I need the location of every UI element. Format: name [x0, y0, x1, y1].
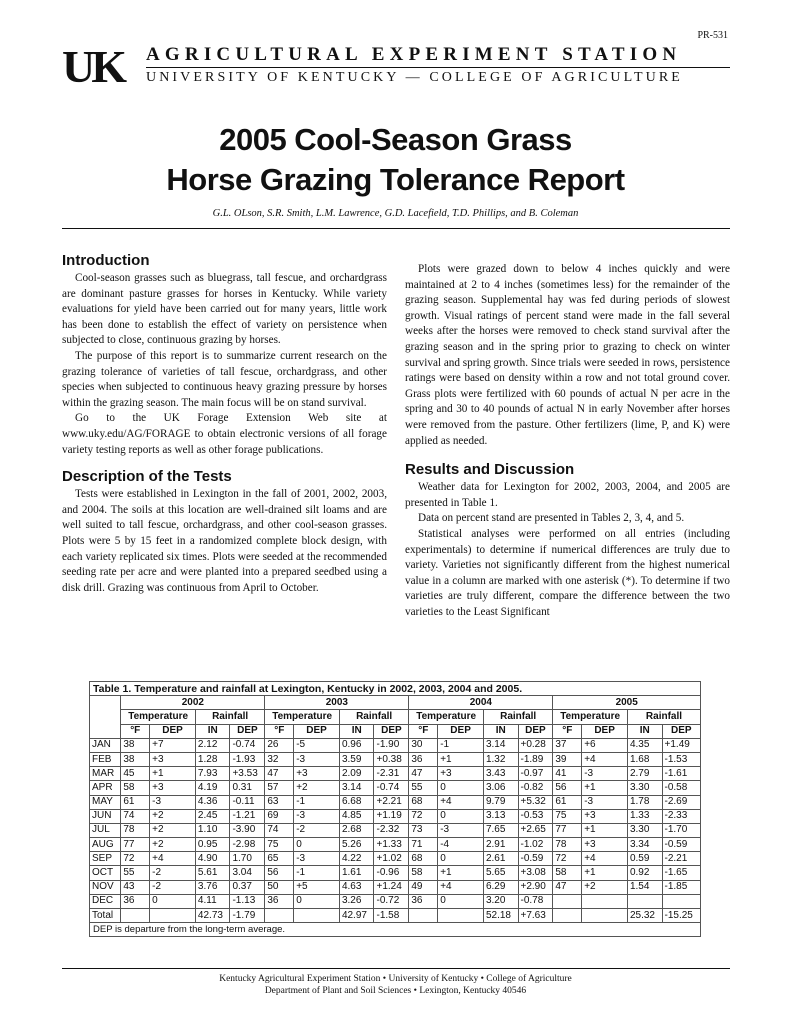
table-cell: 78 — [553, 838, 582, 852]
table-cell: 30 — [409, 738, 438, 752]
table-cell: 36 — [409, 894, 438, 908]
intro-paragraph-2: The purpose of this report is to summarize current research on the grazing tolerance of varieties of tall fescue, orchardgrass, and other species when subjected to continuous heavy grazing pressure by horses within the grazing season. The main focus will be on stand survival. — [62, 349, 387, 409]
table-cell: 69 — [265, 809, 294, 823]
table-row — [90, 852, 701, 866]
table-cell: 3.26 — [339, 894, 374, 908]
table-cell: -3 — [294, 752, 340, 766]
row-label: FEB — [90, 752, 121, 766]
table-cell: 32 — [265, 752, 294, 766]
table-cell: +5 — [294, 880, 340, 894]
table-cell: 71 — [409, 838, 438, 852]
table-row — [90, 781, 701, 795]
table-cell: 0 — [438, 894, 484, 908]
table-cell: +2.90 — [518, 880, 553, 894]
table-cell: -2.69 — [662, 795, 700, 809]
table-cell — [582, 894, 628, 908]
table-cell: +2 — [582, 880, 628, 894]
table-cell: 52.18 — [483, 909, 518, 923]
year-header: 2004 — [409, 696, 553, 710]
row-label: DEC — [90, 894, 121, 908]
table-cell: -15.25 — [662, 909, 700, 923]
table-cell: 0.95 — [195, 838, 230, 852]
column-subheader: DEP — [294, 724, 340, 738]
table-cell: -0.74 — [230, 738, 265, 752]
temperature-group-header: Temperature — [121, 710, 196, 724]
column-subheader: IN — [627, 724, 662, 738]
left-column — [62, 252, 387, 596]
table-cell: +4 — [582, 852, 628, 866]
table-cell: 3.59 — [339, 752, 374, 766]
table-cell: -3.90 — [230, 823, 265, 837]
table-cell: -3 — [294, 809, 340, 823]
table-cell — [409, 909, 438, 923]
table-cell: +0.28 — [518, 738, 553, 752]
table-cell: -0.78 — [518, 894, 553, 908]
temperature-group-header: Temperature — [265, 710, 340, 724]
table-cell: 4.11 — [195, 894, 230, 908]
table-cell: 37 — [553, 738, 582, 752]
table-cell: 75 — [553, 809, 582, 823]
table-cell: +2 — [294, 781, 340, 795]
table-cell: 3.14 — [339, 781, 374, 795]
table-cell: +3 — [294, 767, 340, 781]
table-cell: -1 — [294, 795, 340, 809]
table-cell: +3 — [150, 752, 196, 766]
table-cell: +1 — [582, 781, 628, 795]
table-cell: 2.79 — [627, 767, 662, 781]
table-cell: 55 — [121, 866, 150, 880]
table-cell: -0.96 — [374, 866, 409, 880]
row-label: SEP — [90, 852, 121, 866]
table-cell: 4.35 — [627, 738, 662, 752]
column-subheader: DEP — [518, 724, 553, 738]
year-header: 2005 — [553, 696, 701, 710]
table-cell: +5.32 — [518, 795, 553, 809]
table-cell: +3 — [438, 767, 484, 781]
university-name: UNIVERSITY OF KENTUCKY — COLLEGE OF AGRICULTURE — [146, 70, 683, 85]
rainfall-group-header: Rainfall — [339, 710, 408, 724]
rainfall-group-header: Rainfall — [483, 710, 552, 724]
table-cell — [582, 909, 628, 923]
table-cell: +0.38 — [374, 752, 409, 766]
table-cell: 5.65 — [483, 866, 518, 880]
table-cell: 42.97 — [339, 909, 374, 923]
table-row — [90, 767, 701, 781]
table-cell: +7.63 — [518, 909, 553, 923]
table-cell: 6.29 — [483, 880, 518, 894]
table-cell: -2 — [150, 880, 196, 894]
table-cell — [438, 909, 484, 923]
title-divider — [62, 228, 730, 229]
year-header: 2003 — [265, 696, 409, 710]
table-cell: -2.33 — [662, 809, 700, 823]
table-row — [90, 809, 701, 823]
table-cell: 36 — [409, 752, 438, 766]
intro-paragraph-3: Go to the UK Forage Extension Web site at www.uky.edu/AG/FORAGE to obtain electronic versions of all forage variety testing reports as well as other forage publications. — [62, 412, 387, 456]
table-cell: +1.19 — [374, 809, 409, 823]
table-cell: +6 — [582, 738, 628, 752]
table-row — [90, 838, 701, 852]
table-cell: -5 — [294, 738, 340, 752]
table-cell: 2.12 — [195, 738, 230, 752]
table-cell: 38 — [121, 738, 150, 752]
column-subheader: DEP — [374, 724, 409, 738]
table-cell: 36 — [121, 894, 150, 908]
table-cell: -0.53 — [518, 809, 553, 823]
table-cell — [553, 894, 582, 908]
table-cell: 36 — [265, 894, 294, 908]
table-cell: 1.10 — [195, 823, 230, 837]
table-cell: 72 — [553, 852, 582, 866]
results-paragraph-2: Data on percent stand are presented in Tables 2, 3, 4, and 5. — [418, 512, 685, 525]
table-row — [90, 752, 701, 766]
table-cell: 65 — [265, 852, 294, 866]
table-cell — [662, 894, 700, 908]
table-cell: +4 — [438, 795, 484, 809]
column-subheader: DEP — [230, 724, 265, 738]
table-cell: -2.32 — [374, 823, 409, 837]
table-cell: 5.61 — [195, 866, 230, 880]
table-cell: -0.59 — [662, 838, 700, 852]
table-cell: 47 — [553, 880, 582, 894]
table-cell: 4.19 — [195, 781, 230, 795]
table-cell: 3.20 — [483, 894, 518, 908]
table-cell: 47 — [265, 767, 294, 781]
table-cell: +1 — [582, 866, 628, 880]
rainfall-group-header: Rainfall — [195, 710, 264, 724]
table-cell: -1 — [294, 866, 340, 880]
year-header: 2002 — [121, 696, 265, 710]
row-label: Total — [90, 909, 121, 923]
table-cell: 3.14 — [483, 738, 518, 752]
table-row — [90, 823, 701, 837]
table-cell: 6.68 — [339, 795, 374, 809]
table-note: DEP is departure from the long-term average. — [90, 923, 701, 937]
table-cell: 2.68 — [339, 823, 374, 837]
table-cell: -3 — [150, 795, 196, 809]
table-cell: 58 — [121, 781, 150, 795]
table-cell: +3 — [582, 838, 628, 852]
table-cell: +3 — [150, 781, 196, 795]
table-cell: 45 — [121, 767, 150, 781]
table-cell: 49 — [409, 880, 438, 894]
table-cell — [121, 909, 150, 923]
table-cell: -0.74 — [374, 781, 409, 795]
table-cell: 56 — [265, 866, 294, 880]
table-cell: 0.96 — [339, 738, 374, 752]
row-label: NOV — [90, 880, 121, 894]
table-cell: 3.43 — [483, 767, 518, 781]
table-cell: 2.91 — [483, 838, 518, 852]
row-label: MAY — [90, 795, 121, 809]
table-cell — [553, 909, 582, 923]
table-cell: 1.28 — [195, 752, 230, 766]
table-cell: +2 — [150, 838, 196, 852]
table-cell: +2.65 — [518, 823, 553, 837]
table-cell: 38 — [121, 752, 150, 766]
table-cell: -0.11 — [230, 795, 265, 809]
uk-logo — [62, 41, 140, 92]
table-cell: -2.98 — [230, 838, 265, 852]
table-cell: +2 — [150, 809, 196, 823]
subheader-row — [90, 724, 701, 738]
table-body — [90, 738, 701, 922]
footer-line-1: Kentucky Agricultural Experiment Station • University of Kentucky • College of Agriculture — [219, 974, 572, 984]
report-number: PR-531 — [697, 30, 728, 41]
table-cell: 3.76 — [195, 880, 230, 894]
table-cell: 3.13 — [483, 809, 518, 823]
table-cell: +1.02 — [374, 852, 409, 866]
table-cell: -1.85 — [662, 880, 700, 894]
header-divider — [146, 67, 730, 68]
row-label: MAR — [90, 767, 121, 781]
table-cell: 58 — [553, 866, 582, 880]
column-subheader: °F — [265, 724, 294, 738]
column-subheader: DEP — [662, 724, 700, 738]
table-cell: 57 — [265, 781, 294, 795]
table-cell: 3.06 — [483, 781, 518, 795]
table-cell: 2.09 — [339, 767, 374, 781]
table-cell: -1 — [438, 738, 484, 752]
table-cell: 1.70 — [230, 852, 265, 866]
results-paragraph-3: Statistical analyses were performed on all entries (including experimentals) to determine if numerical differences are truly due to variety. Varieties not significantly different from the highest numerical value in a column are marked with one asterisk (*). To determine if two varieties are truly different, compare the difference between the two varieties to the Least Significant — [405, 527, 730, 618]
table-cell: 1.54 — [627, 880, 662, 894]
table-cell: +2.21 — [374, 795, 409, 809]
table-cell: 47 — [409, 767, 438, 781]
table-cell: -1.89 — [518, 752, 553, 766]
table-cell: +3 — [582, 809, 628, 823]
table-cell: 0.92 — [627, 866, 662, 880]
table-cell: -0.72 — [374, 894, 409, 908]
table-cell: +4 — [438, 880, 484, 894]
temperature-group-header: Temperature — [409, 710, 484, 724]
table-cell: -1.53 — [662, 752, 700, 766]
table-cell: 4.85 — [339, 809, 374, 823]
weather-table — [89, 681, 701, 937]
table-cell: -2.31 — [374, 767, 409, 781]
table-cell: 3.30 — [627, 823, 662, 837]
table-cell: 61 — [121, 795, 150, 809]
table-cell: -3 — [582, 795, 628, 809]
table-cell: 68 — [409, 852, 438, 866]
table-cell: +1 — [438, 752, 484, 766]
table-cell: 58 — [409, 866, 438, 880]
intro-paragraph-1: Cool-season grasses such as bluegrass, tall fescue, and orchardgrass are dominant pasture grasses for horses in Kentucky. While variety evaluations for yield have been carried out for many years, little work has been done to establish the effect of variety on persistence when subjected to close, continuous grazing by horses. — [62, 272, 387, 347]
table-cell: +3.53 — [230, 767, 265, 781]
table-cell: 4.90 — [195, 852, 230, 866]
row-label: JUL — [90, 823, 121, 837]
column-subheader: DEP — [150, 724, 196, 738]
results-heading: Results and Discussion — [405, 461, 575, 479]
table-cell: +2 — [150, 823, 196, 837]
intro-heading: Introduction — [62, 252, 150, 269]
column-subheader: IN — [195, 724, 230, 738]
table-cell — [150, 909, 196, 923]
footer-line-2: Department of Plant and Soil Sciences • Lexington, Kentucky 40546 — [264, 986, 527, 996]
table-cell: -2.21 — [662, 852, 700, 866]
table-cell — [627, 894, 662, 908]
table-cell: 0.37 — [230, 880, 265, 894]
column-subheader: IN — [483, 724, 518, 738]
table-cell: -1.61 — [662, 767, 700, 781]
table-cell: 77 — [121, 838, 150, 852]
table-cell: 77 — [553, 823, 582, 837]
table-cell: -2 — [150, 866, 196, 880]
table-cell: -0.82 — [518, 781, 553, 795]
table-row — [90, 866, 701, 880]
table-cell: -1.02 — [518, 838, 553, 852]
uk-logo-text: UK — [62, 41, 123, 92]
table-cell: 0 — [294, 838, 340, 852]
table-cell: -0.59 — [518, 852, 553, 866]
table-cell: 9.79 — [483, 795, 518, 809]
table-cell: 74 — [265, 823, 294, 837]
station-name: AGRICULTURAL EXPERIMENT STATION — [146, 44, 682, 65]
table-cell — [294, 909, 340, 923]
table-cell: 25.32 — [627, 909, 662, 923]
footer-divider — [62, 968, 730, 969]
row-label: JUN — [90, 809, 121, 823]
table-cell: -3 — [438, 823, 484, 837]
table-cell: 4.36 — [195, 795, 230, 809]
temperature-group-header: Temperature — [553, 710, 628, 724]
table-cell: 0 — [294, 894, 340, 908]
title-line-1: 2005 Cool-Season Grass — [219, 122, 572, 157]
right-column — [405, 262, 730, 620]
table-cell: 63 — [265, 795, 294, 809]
table-cell: 75 — [265, 838, 294, 852]
table-cell: 26 — [265, 738, 294, 752]
table-1 — [89, 681, 701, 937]
table-cell: 3.34 — [627, 838, 662, 852]
column-subheader: DEP — [438, 724, 484, 738]
table-cell: 72 — [121, 852, 150, 866]
table-cell: +1.49 — [662, 738, 700, 752]
table-cell: 0.59 — [627, 852, 662, 866]
table-cell: 78 — [121, 823, 150, 837]
table-cell: 2.45 — [195, 809, 230, 823]
table-cell: 73 — [409, 823, 438, 837]
table-cell: 2.61 — [483, 852, 518, 866]
table-cell: 4.63 — [339, 880, 374, 894]
methods-paragraph: Plots were grazed down to below 4 inches quickly and were maintained at 2 to 4 inches (sometimes less) for the remainder of the grazing season. Supplemental hay was fed during periods of slowest growth. Visual ratings of percent stand were made in the fall several weeks after the horses were removed to check stand survival after the grazing season and in the spring prior to grazing to check on winter survival and spring growth. Since trials were seeded in rows, persistence ratings were based on density within a row and not total ground cover. Grass plots were fertilized with 60 pounds of actual N per acre in the spring and 30 to 40 pounds of actual N in early November after horses were removed from the pasture. Other fertilizers (lime, P, and K) were applied as needed. — [405, 263, 730, 447]
table-cell: -1.65 — [662, 866, 700, 880]
rainfall-group-header: Rainfall — [627, 710, 700, 724]
table-cell: -0.58 — [662, 781, 700, 795]
table-caption: Table 1. Temperature and rainfall at Lexington, Kentucky in 2002, 2003, 2004 and 2005. — [90, 682, 701, 696]
report-title — [60, 120, 731, 200]
table-cell: 4.22 — [339, 852, 374, 866]
table-cell: 72 — [409, 809, 438, 823]
table-row — [90, 795, 701, 809]
table-cell: 43 — [121, 880, 150, 894]
table-cell: -2 — [294, 823, 340, 837]
row-label: OCT — [90, 866, 121, 880]
column-subheader: DEP — [582, 724, 628, 738]
table-cell: 1.33 — [627, 809, 662, 823]
table-cell: 0 — [438, 781, 484, 795]
table-cell: 1.68 — [627, 752, 662, 766]
table-cell: -1.90 — [374, 738, 409, 752]
authors: G.L. OLson, S.R. Smith, L.M. Lawrence, G.D. Lacefield, T.D. Phillips, and B. Coleman — [212, 208, 579, 219]
table-cell: -1.13 — [230, 894, 265, 908]
table-cell: 0 — [438, 852, 484, 866]
title-line-2: Horse Grazing Tolerance Report — [166, 162, 625, 197]
tests-paragraph-1: Tests were established in Lexington in the fall of 2001, 2002, 2003, and 2004. The soils at this location are well-drained silt loams and are well suited to tall fescue, orchardgrass, and other cool-season grasses. Plots were 5 by 15 feet in a randomized complete block design, with each variety replicated six times. Plots were seeded at the recommended seeding rate per acre and were planted into a prepared seedbed using a disk drill. Grazing was continuous from April to October. — [62, 488, 387, 594]
table-row — [90, 738, 701, 752]
table-cell: 0 — [438, 809, 484, 823]
table-cell: 3.30 — [627, 781, 662, 795]
table-cell: 0 — [150, 894, 196, 908]
group-header-row — [90, 710, 701, 724]
table-row — [90, 880, 701, 894]
table-cell: -4 — [438, 838, 484, 852]
table-cell: 7.93 — [195, 767, 230, 781]
column-subheader: °F — [409, 724, 438, 738]
table-cell: +4 — [582, 752, 628, 766]
month-header-blank — [90, 696, 121, 739]
table-cell: +1.24 — [374, 880, 409, 894]
table-cell: 55 — [409, 781, 438, 795]
table-cell: -1.58 — [374, 909, 409, 923]
table-cell: 1.61 — [339, 866, 374, 880]
table-cell: 41 — [553, 767, 582, 781]
table-cell: 7.65 — [483, 823, 518, 837]
row-label: AUG — [90, 838, 121, 852]
row-label: APR — [90, 781, 121, 795]
table-cell: -1.79 — [230, 909, 265, 923]
table-cell: 56 — [553, 781, 582, 795]
row-label: JAN — [90, 738, 121, 752]
table-cell: +4 — [150, 852, 196, 866]
table-cell: +1 — [438, 866, 484, 880]
table-cell: 5.26 — [339, 838, 374, 852]
table-cell: 42.73 — [195, 909, 230, 923]
column-subheader: IN — [339, 724, 374, 738]
table-cell: -0.97 — [518, 767, 553, 781]
table-cell: +1.33 — [374, 838, 409, 852]
tests-heading: Description of the Tests — [62, 468, 232, 486]
table-row — [90, 894, 701, 908]
table-cell: 74 — [121, 809, 150, 823]
table-cell: 1.78 — [627, 795, 662, 809]
table-cell: 61 — [553, 795, 582, 809]
table-cell: 0.31 — [230, 781, 265, 795]
table-cell: -1.21 — [230, 809, 265, 823]
table-cell: -1.93 — [230, 752, 265, 766]
table-cell: 3.04 — [230, 866, 265, 880]
table-cell: +7 — [150, 738, 196, 752]
results-paragraph-1: Weather data for Lexington for 2002, 2003, 2004, and 2005 are presented in Table 1. — [405, 481, 730, 509]
table-cell: 68 — [409, 795, 438, 809]
table-cell: -3 — [582, 767, 628, 781]
table-cell: 1.32 — [483, 752, 518, 766]
column-subheader: °F — [553, 724, 582, 738]
table-cell — [265, 909, 294, 923]
table-cell: -1.70 — [662, 823, 700, 837]
table-cell: +3.08 — [518, 866, 553, 880]
table-row — [90, 909, 701, 923]
table-cell: +1 — [150, 767, 196, 781]
table-cell: 39 — [553, 752, 582, 766]
column-subheader: °F — [121, 724, 150, 738]
table-cell: -3 — [294, 852, 340, 866]
table-cell: +1 — [582, 823, 628, 837]
table-cell: 50 — [265, 880, 294, 894]
